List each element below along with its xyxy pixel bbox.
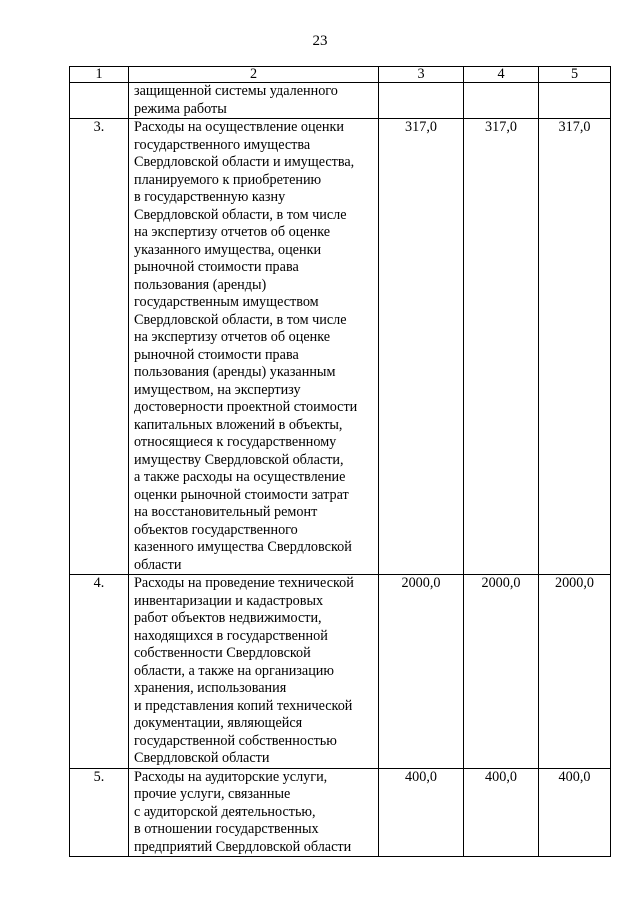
description-line: Свердловской области, в том числе <box>134 206 347 223</box>
description-line: государственного имущества <box>134 136 311 153</box>
description-line: инвентаризации и кадастровых <box>134 592 324 609</box>
table-header-row <box>70 67 611 83</box>
table-row <box>70 83 611 119</box>
description-line: Свердловской области, в том числе <box>134 311 347 328</box>
description-line: с аудиторской деятельностью, <box>134 803 316 820</box>
description-line: и представления копий технической <box>134 697 353 714</box>
row-description <box>129 119 379 575</box>
row-description <box>129 768 379 857</box>
amount-v3: 400,0 <box>379 768 464 857</box>
description-line: хранения, использования <box>134 680 287 696</box>
description-line: имуществом, на экспертизу <box>134 381 301 398</box>
table-row <box>70 119 611 575</box>
amount-v5: 400,0 <box>539 768 611 857</box>
description-line: области <box>134 556 182 573</box>
description-line: оценки рыночной стоимости затрат <box>134 486 349 503</box>
description-line: объектов государственного <box>134 521 298 538</box>
description-line: указанного имущества, оценки <box>134 241 322 258</box>
description-line: Свердловской области и имущества, <box>134 154 355 170</box>
description-line: Расходы на осуществление оценки <box>134 119 344 135</box>
column-header: 4 <box>464 67 539 83</box>
amount-v3: 317,0 <box>379 119 464 575</box>
description-line: в государственную казну <box>134 189 286 205</box>
description-line: планируемого к приобретению <box>134 171 322 188</box>
description-line: документации, являющейся <box>134 715 303 731</box>
budget-table <box>69 66 611 857</box>
description-line: в отношении государственных <box>134 821 319 837</box>
description-line: защищенной системы удаленного <box>134 83 338 99</box>
description-line: области, а также на организацию <box>134 662 334 679</box>
description-line: пользования (аренды) указанным <box>134 364 336 380</box>
description-line: находящихся в государственной <box>134 627 328 644</box>
description-line: предприятий Свердловской области <box>134 838 352 855</box>
description-line: Свердловской области <box>134 750 270 766</box>
description-line: капитальных вложений в объекты, <box>134 416 343 433</box>
table-row <box>70 768 611 857</box>
amount-v3 <box>379 83 464 119</box>
row-number: 4. <box>70 575 129 769</box>
amount-v4: 317,0 <box>464 119 539 575</box>
description-line: государственным имуществом <box>134 294 319 310</box>
description-line: достоверности проектной стоимости <box>134 399 358 415</box>
description-line: на экспертизу отчетов об оценке <box>134 224 331 240</box>
amount-v4: 400,0 <box>464 768 539 857</box>
description-line: на экспертизу отчетов об оценке <box>134 329 331 345</box>
amount-v3: 2000,0 <box>379 575 464 769</box>
row-number: 3. <box>70 119 129 575</box>
column-header: 5 <box>539 67 611 83</box>
description-line: а также расходы на осуществление <box>134 469 346 485</box>
description-line: относящиеся к государственному <box>134 434 337 450</box>
description-line: рыночной стоимости права <box>134 346 299 363</box>
row-number <box>70 83 129 119</box>
column-header: 2 <box>129 67 379 83</box>
row-number: 5. <box>70 768 129 857</box>
description-line: собственности Свердловской <box>134 645 311 661</box>
row-description <box>129 575 379 769</box>
description-line: режима работы <box>134 100 227 117</box>
row-description <box>129 83 379 119</box>
amount-v5: 317,0 <box>539 119 611 575</box>
description-line: прочие услуги, связанные <box>134 786 291 802</box>
description-line: государственной собственностью <box>134 732 337 749</box>
amount-v5 <box>539 83 611 119</box>
column-header: 3 <box>379 67 464 83</box>
table-body <box>70 83 611 857</box>
description-line: пользования (аренды) <box>134 276 267 293</box>
amount-v5: 2000,0 <box>539 575 611 769</box>
amount-v4: 2000,0 <box>464 575 539 769</box>
description-line: казенного имущества Свердловской <box>134 539 352 555</box>
description-line: Расходы на проведение технической <box>134 575 354 591</box>
amount-v4 <box>464 83 539 119</box>
table-row <box>70 575 611 769</box>
description-line: работ объектов недвижимости, <box>134 610 322 626</box>
page-number: 23 <box>312 33 328 49</box>
description-line: Расходы на аудиторские услуги, <box>134 768 328 785</box>
column-header: 1 <box>70 67 129 83</box>
description-line: на восстановительный ремонт <box>134 504 318 520</box>
description-line: имуществу Свердловской области, <box>134 451 344 468</box>
description-line: рыночной стоимости права <box>134 259 299 275</box>
